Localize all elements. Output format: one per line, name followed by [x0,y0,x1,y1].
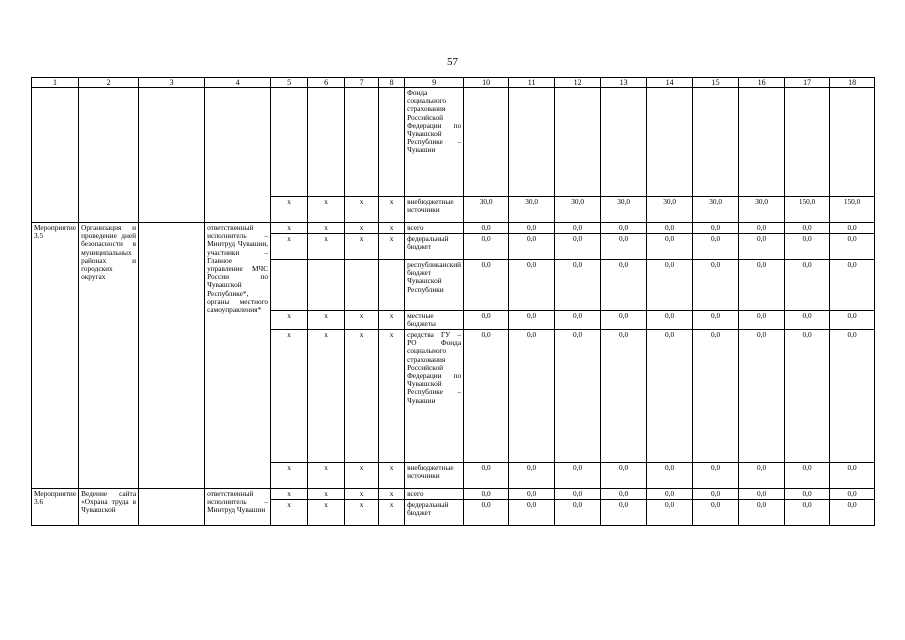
value-cell: 0,0 [647,463,693,489]
value-cell: 0,0 [555,500,601,526]
value-cell: 0,0 [830,311,875,330]
value-cell: 0,0 [464,500,509,526]
value-cell: 0,0 [555,311,601,330]
measure-name: Ведение сайта «Охрана труда в Чувашской [79,489,139,526]
header-cell: 5 [271,78,308,88]
source-cell: Фонда социального страхования Российской Федерации по Чувашской Республике – Чувашии [405,88,464,197]
value-cell: 0,0 [555,234,601,260]
value-cell: 0,0 [693,500,739,526]
value-cell: 0,0 [647,311,693,330]
value-cell: 0,0 [464,463,509,489]
value-cell: 0,0 [693,463,739,489]
x-cell: x [271,489,308,500]
value-cell: 0,0 [555,260,601,311]
x-cell [308,88,345,197]
value-cell: 0,0 [555,330,601,463]
goal-cell [139,223,205,489]
x-cell: x [379,234,405,260]
x-cell: x [271,500,308,526]
source-cell: всего [405,489,464,500]
x-cell: x [308,311,345,330]
x-cell [345,260,379,311]
value-cell: 0,0 [785,330,830,463]
value-cell: 0,0 [464,260,509,311]
value-cell: 0,0 [739,260,785,311]
table-row [32,489,875,500]
x-cell: x [379,500,405,526]
value-cell: 0,0 [693,489,739,500]
x-cell: x [308,223,345,234]
value-cell: 0,0 [647,234,693,260]
value-cell: 0,0 [785,463,830,489]
x-cell: x [345,330,379,463]
value-cell: 0,0 [601,500,647,526]
value-cell: 0,0 [830,463,875,489]
x-cell: x [308,330,345,463]
header-cell: 2 [79,78,139,88]
value-cell: 0,0 [739,330,785,463]
value-cell: 0,0 [509,330,555,463]
value-cell: 30,0 [693,197,739,223]
header-cell: 10 [464,78,509,88]
value-cell: 0,0 [464,311,509,330]
measure-code: Мероприятие 3.5 [32,223,79,489]
budget-table [31,77,875,526]
value-cell: 0,0 [509,260,555,311]
value-cell: 0,0 [509,489,555,500]
value-cell: 0,0 [647,489,693,500]
value-cell: 0,0 [464,223,509,234]
x-cell [379,260,405,311]
source-cell: республиканский бюджет Чувашской Республики [405,260,464,311]
value-cell: 0,0 [830,330,875,463]
value-cell: 0,0 [509,500,555,526]
value-cell [830,88,875,197]
value-cell: 0,0 [555,223,601,234]
x-cell: x [345,489,379,500]
value-cell: 0,0 [830,223,875,234]
value-cell: 30,0 [647,197,693,223]
measure-code: Мероприятие 3.6 [32,489,79,526]
measure-name: Организация и проведение дней безопасности в муниципальных районах и городских округах [79,223,139,489]
value-cell: 30,0 [555,197,601,223]
x-cell: x [271,330,308,463]
value-cell: 0,0 [601,223,647,234]
value-cell: 0,0 [464,330,509,463]
x-cell: x [345,234,379,260]
x-cell [271,260,308,311]
x-cell [308,260,345,311]
value-cell: 0,0 [785,234,830,260]
value-cell: 0,0 [464,234,509,260]
value-cell: 0,0 [739,500,785,526]
header-cell: 4 [205,78,271,88]
table-row [32,223,875,234]
value-cell: 0,0 [601,463,647,489]
value-cell: 0,0 [830,489,875,500]
value-cell: 0,0 [693,234,739,260]
x-cell: x [345,463,379,489]
source-cell: федеральный бюджет [405,500,464,526]
header-cell: 17 [785,78,830,88]
header-cell: 16 [739,78,785,88]
value-cell [647,88,693,197]
x-cell [271,88,308,197]
goal-cell [139,489,205,526]
value-cell: 0,0 [693,311,739,330]
x-cell: x [308,197,345,223]
header-cell: 13 [601,78,647,88]
x-cell: x [345,223,379,234]
value-cell: 30,0 [509,197,555,223]
value-cell: 0,0 [509,463,555,489]
value-cell: 0,0 [509,311,555,330]
value-cell [739,88,785,197]
x-cell: x [271,463,308,489]
value-cell: 0,0 [647,223,693,234]
value-cell: 0,0 [739,311,785,330]
x-cell: x [379,311,405,330]
x-cell: x [308,489,345,500]
value-cell: 30,0 [601,197,647,223]
value-cell: 0,0 [601,311,647,330]
value-cell: 0,0 [464,489,509,500]
source-cell: средства ГУ – РО Фонда социального страхования Российской Федерации по Чувашской Республике – Чувашии [405,330,464,463]
x-cell: x [379,463,405,489]
value-cell: 0,0 [647,500,693,526]
source-cell: всего [405,223,464,234]
value-cell: 0,0 [601,260,647,311]
value-cell: 0,0 [693,223,739,234]
x-cell [379,88,405,197]
source-cell: местные бюджеты [405,311,464,330]
x-cell: x [379,489,405,500]
value-cell [785,88,830,197]
goal-cell [139,88,205,223]
x-cell: x [345,500,379,526]
header-cell: 6 [308,78,345,88]
value-cell [693,88,739,197]
value-cell [509,88,555,197]
header-row [32,78,875,88]
x-cell: x [379,197,405,223]
x-cell [345,88,379,197]
x-cell: x [308,234,345,260]
header-cell: 3 [139,78,205,88]
x-cell: x [271,223,308,234]
responsible-cell: ответственный исполнитель – Минтруд Чувашии, участники – Главное управление МЧС России по Чувашской Республике*, органы местного самоуправления* [205,223,271,489]
value-cell: 150,0 [785,197,830,223]
value-cell [555,88,601,197]
x-cell: x [271,311,308,330]
source-cell: внебюджетные источники [405,197,464,223]
value-cell: 0,0 [555,463,601,489]
header-cell: 14 [647,78,693,88]
value-cell: 0,0 [830,260,875,311]
value-cell: 0,0 [509,234,555,260]
value-cell: 150,0 [830,197,875,223]
value-cell: 30,0 [739,197,785,223]
x-cell: x [308,463,345,489]
x-cell: x [379,330,405,463]
header-cell: 7 [345,78,379,88]
value-cell: 0,0 [693,330,739,463]
x-cell: x [271,197,308,223]
header-cell: 11 [509,78,555,88]
x-cell: x [345,197,379,223]
header-cell: 8 [379,78,405,88]
value-cell [601,88,647,197]
value-cell: 30,0 [464,197,509,223]
x-cell: x [379,223,405,234]
value-cell: 0,0 [785,489,830,500]
name-cell [79,88,139,223]
responsible-cell [205,88,271,223]
page-number: 57 [447,56,458,68]
header-cell: 12 [555,78,601,88]
x-cell: x [271,234,308,260]
value-cell: 0,0 [601,330,647,463]
value-cell: 0,0 [693,260,739,311]
responsible-cell: ответственный исполнитель – Минтруд Чувашии [205,489,271,526]
source-cell: внебюджетные источники [405,463,464,489]
value-cell: 0,0 [785,311,830,330]
value-cell: 0,0 [739,223,785,234]
value-cell: 0,0 [647,260,693,311]
value-cell: 0,0 [785,260,830,311]
value-cell: 0,0 [785,223,830,234]
value-cell: 0,0 [555,489,601,500]
header-cell: 15 [693,78,739,88]
table-row [32,88,875,197]
value-cell: 0,0 [739,489,785,500]
source-cell: федеральный бюджет [405,234,464,260]
header-cell: 18 [830,78,875,88]
value-cell: 0,0 [830,500,875,526]
value-cell: 0,0 [830,234,875,260]
value-cell: 0,0 [601,489,647,500]
value-cell: 0,0 [509,223,555,234]
code-cell [32,88,79,223]
header-cell: 1 [32,78,79,88]
x-cell: x [345,311,379,330]
value-cell: 0,0 [785,500,830,526]
value-cell: 0,0 [739,463,785,489]
header-cell: 9 [405,78,464,88]
value-cell: 0,0 [601,234,647,260]
value-cell [464,88,509,197]
value-cell: 0,0 [739,234,785,260]
value-cell: 0,0 [647,330,693,463]
x-cell: x [308,500,345,526]
